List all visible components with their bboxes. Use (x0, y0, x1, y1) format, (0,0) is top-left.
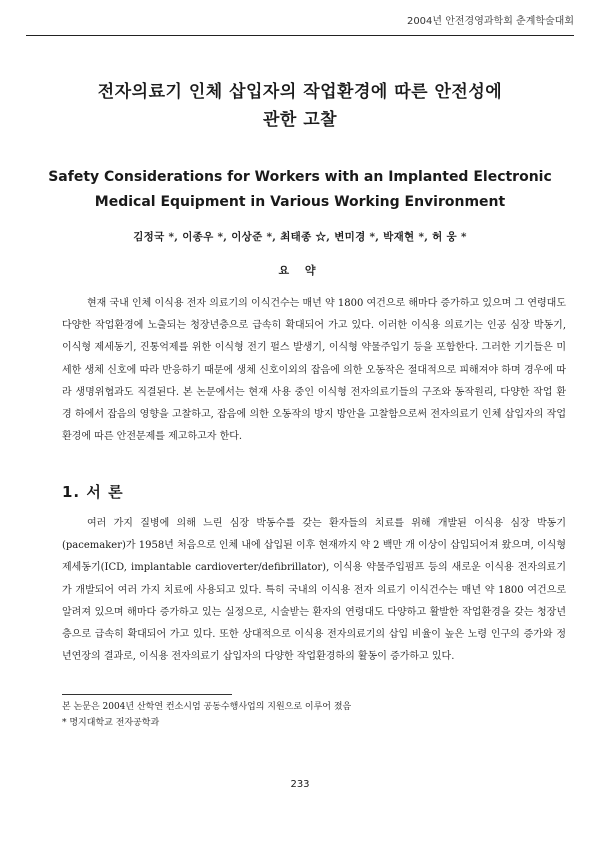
page-number: 233 (290, 779, 310, 790)
author-list: 김정국 *, 이종우 *, 이상준 *, 최태종 ☆, 변미경 *, 박재현 *, 허 웅 * (133, 231, 467, 243)
english-title-line-1: Safety Considerations for Workers with an Implanted Electronic (48, 169, 552, 185)
korean-title-line-1: 전자의료기 인체 삽입자의 작업환경에 따른 안전성에 (97, 82, 503, 102)
korean-title (40, 78, 560, 134)
conference-header: 2004년 안전경영과학회 춘계학술대회 (406, 16, 574, 27)
affiliation-footnote: * 명지대학교 전자공학과 (62, 718, 160, 728)
korean-title-line-2: 관한 고찰 (262, 110, 338, 130)
english-title (40, 165, 560, 215)
abstract-heading: 요 약 (278, 264, 322, 277)
footnote-rule (62, 694, 232, 695)
english-title-line-2: Medical Equipment in Various Working Environment (94, 194, 506, 210)
introduction-body: 여러 가지 질병에 의해 느린 심장 박동수를 갖는 환자들의 치료를 위해 개발된 이식용 심장 박동기(pacemaker)가 1958년 처음으로 인체 내에 삽입된 이후 현재까지 약 2 백만 개 이상이 삽입되어져 왔으며, 이식형 제세동기(ICD, implantable cardioverter/defibrillator), 이식용 약물주입펌프 등의 새로운 이식용 전자의료기가 개발되어 여러 가지 치료에 사용되고 있다. 특히 국내의 이식용 전자 의료기 이식건수는 매년 약 1800 여건으로 알려져 있으며 해마다 증가하고 있는 실정으로, 시술받는 환자의 연령대도 다양하고 활발한 작업환경을 갖는 청장년층으로 급속히 확대되어 가고 있다. 또한 상대적으로 이식용 전자의료기의 삽입 비율이 높은 노령 인구의 증가와 정년연장의 결과로, 이식용 전자의료기 삽입자의 다양한 작업환경하의 활동이 증가하고 있다. (62, 518, 566, 663)
abstract-body: 현재 국내 인체 이식용 전자 의료기의 이식건수는 매년 약 1800 여건으로 해마다 증가하고 있으며 그 연령대도 다양한 작업환경에 노출되는 청장년층으로 급속히 확대되어 가고 있다. 이러한 이식용 의료기는 인공 심장 박동기, 이식형 제세동기, 진통억제를 위한 이식형 전기 펄스 발생기, 이식형 약물주입기 등을 포함한다. 그러한 기기들은 미세한 생체 신호에 따라 반응하기 때문에 생체 신호이외의 잡음에 의한 오동작은 절대적으로 피해져야 하며 경우에 따라 생명위협과도 직결된다. 본 논문에서는 현재 사용 중인 이식형 전자의료기들의 구조와 동작원리, 다양한 작업 환경 하에서 잡음의 영향을 고찰하고, 잡음에 의한 오동작의 방지 방안을 고찰함으로써 전자의료기 인체 삽입자의 작업환경에 따른 안전문제를 제고하고자 한다. (62, 298, 566, 443)
header-rule (26, 35, 574, 36)
funding-footnote: 본 논문은 2004년 산학연 컨소시엄 공동수행사업의 지원으로 이루어 졌음 (62, 702, 352, 712)
section-heading-introduction: 1. 서 론 (62, 483, 124, 501)
